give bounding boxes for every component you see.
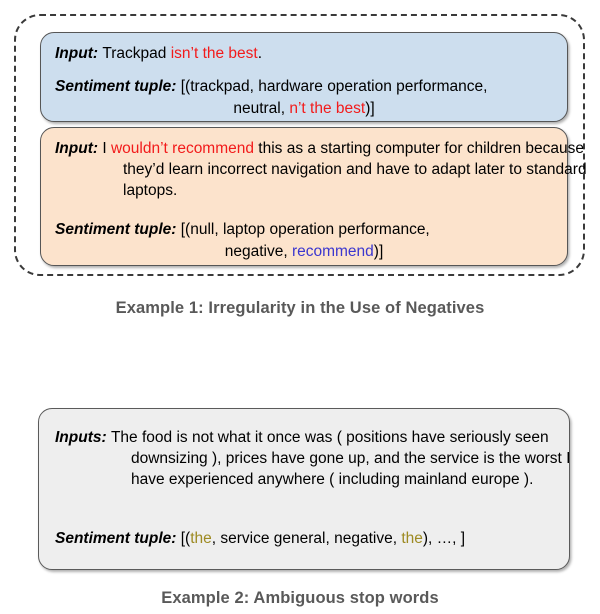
input-text-plain-2: this as a starting computer for children because they’d learn incorrect navigation and have to adapt later to standard laptops. xyxy=(123,140,587,199)
tuple-line2-highlight-opinion: recommend xyxy=(291,243,374,260)
tuple-line2-plain-1: neutral, xyxy=(233,100,290,117)
example-1-card-trackpad xyxy=(40,32,568,122)
input-highlight-negation: wouldn’t recommend xyxy=(110,140,254,157)
card-trackpad-tuple-line-2 xyxy=(41,98,567,119)
input-label: Input: xyxy=(55,45,99,62)
card-trackpad-input-line xyxy=(55,43,600,64)
example-1-caption: Example 1: Irregularity in the Use of Negatives xyxy=(115,299,485,317)
example-1-card-laptop xyxy=(40,127,587,266)
card-trackpad-tuple-line-1 xyxy=(55,77,487,97)
tuple-line1-text: [(null, laptop operation performance, xyxy=(180,221,430,238)
card-food-tuple-line xyxy=(55,529,465,549)
tuple-line1-text: [(trackpad, hardware operation performance, xyxy=(180,78,488,95)
tuple-plain-3: ), …, ] xyxy=(422,530,466,547)
input-label: Input: xyxy=(55,140,99,157)
tuple-line2-plain-2: )] xyxy=(373,243,384,260)
tuple-plain-1: [( xyxy=(180,530,191,547)
tuple-line2-highlight-negation: n’t the best xyxy=(289,100,366,117)
tuple-label: Sentiment tuple: xyxy=(55,530,177,547)
example-2-caption: Example 2: Ambiguous stop words xyxy=(161,589,439,607)
tuple-label: Sentiment tuple: xyxy=(55,78,177,95)
input-text-plain-1: Trackpad xyxy=(102,45,171,62)
card-laptop-tuple-line-2 xyxy=(41,241,567,262)
input-label: Inputs: xyxy=(55,429,107,446)
tuple-line2-plain-2: )] xyxy=(365,100,375,117)
card-laptop-input-block xyxy=(55,138,600,201)
tuple-plain-2: , service general, negative, xyxy=(211,530,402,547)
input-text-plain-2: . xyxy=(257,45,263,62)
card-laptop-tuple-line-1 xyxy=(55,220,430,240)
tuple-line2-plain-1: negative, xyxy=(224,243,292,260)
tuple-label: Sentiment tuple: xyxy=(55,221,177,238)
tuple-highlight-stopword-2: the xyxy=(401,530,423,547)
card-food-input-block xyxy=(55,427,593,490)
input-text-plain-1: I xyxy=(102,140,111,157)
tuple-highlight-stopword-1: the xyxy=(190,530,212,547)
input-text-plain: The food is not what it once was ( positions have seriously seen downsizing ), prices have gone up, and the service is the worst I have experienced anywhere ( including mainland europe ). xyxy=(110,429,571,488)
example-2-card-food xyxy=(38,408,570,570)
input-highlight-negation: isn’t the best xyxy=(170,45,258,62)
